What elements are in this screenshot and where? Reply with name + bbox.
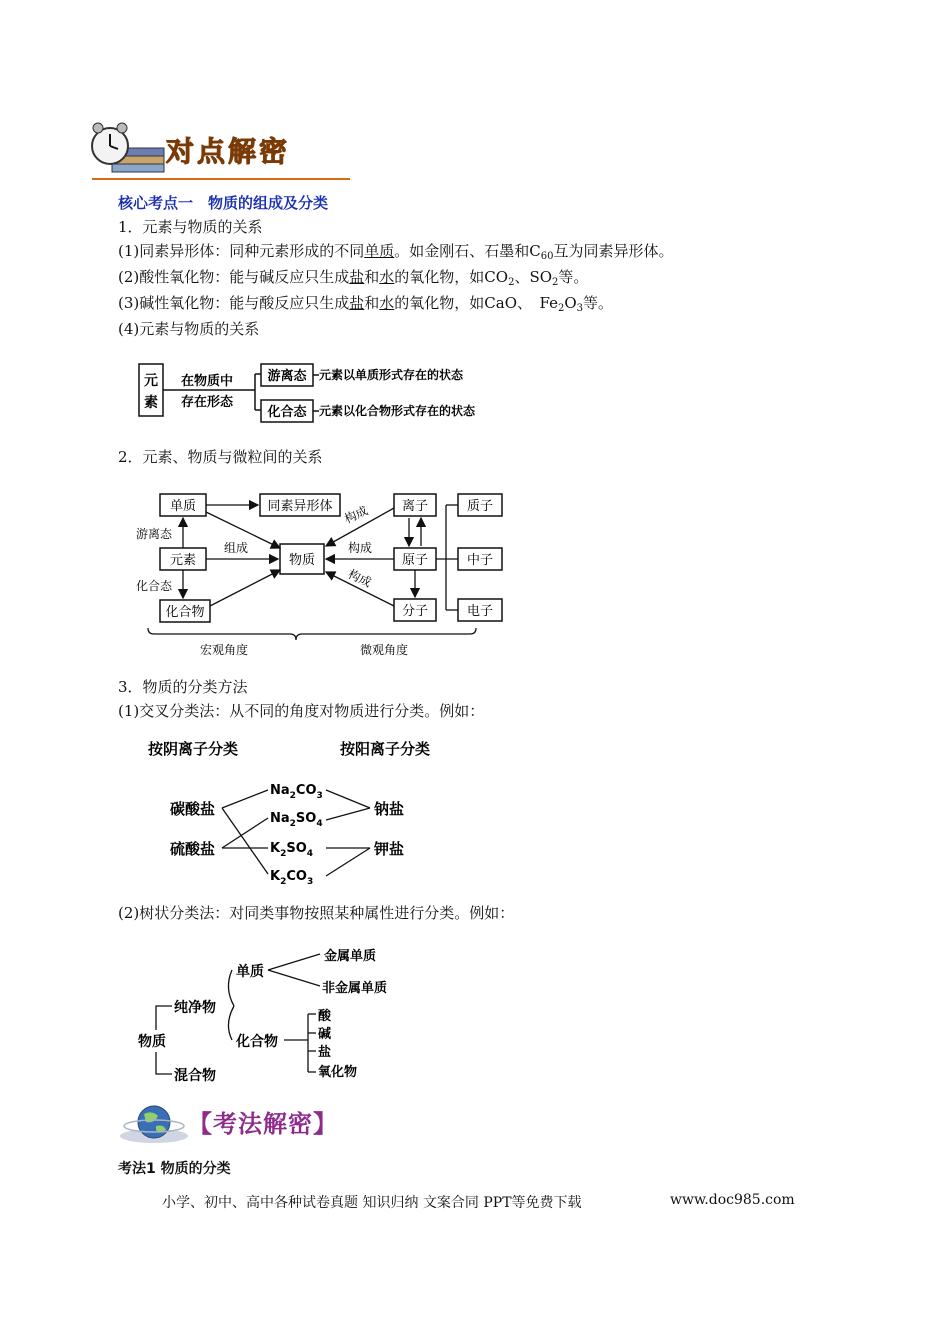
- kaofa-heading: 考法1 物质的分类: [118, 1161, 231, 1177]
- d4-yan: 盐: [318, 1045, 332, 1060]
- d4-hunhewu: 混合物: [174, 1068, 216, 1084]
- d4-jian: 碱: [318, 1027, 332, 1042]
- d1-desc2: 元素以化合物形式存在的状态: [319, 404, 476, 418]
- d1-desc1: 元素以单质形式存在的状态: [319, 368, 464, 382]
- d2-zucheng: 组成: [224, 541, 249, 555]
- d2-yuansu: 元素: [169, 553, 197, 568]
- d3-na2co3: $Na_2CO_3$: [270, 783, 323, 801]
- d3-tansuanyan: 碳酸盐: [170, 800, 216, 818]
- paragraph-7: 3．物质的分类方法: [118, 678, 248, 696]
- d2-fenzi: 分子: [401, 604, 429, 619]
- d4-jinshu: 金属单质: [324, 949, 377, 964]
- d2-wuzhi: 物质: [288, 553, 316, 568]
- d1-box2: 化合态: [267, 405, 307, 420]
- d2-huahe: 化合态: [136, 579, 173, 593]
- d1-mid2: 存在形态: [180, 395, 234, 410]
- d2-goucheng3: 构成: [345, 566, 374, 590]
- d4-chunjingwu: 纯净物: [174, 1000, 216, 1016]
- d3-jiayan: 钾盐: [374, 840, 405, 858]
- d1-box1: 游离态: [267, 369, 307, 384]
- paragraph-4: (3)碱性氧化物：能与酸反应只生成盐和水的氧化物，如CaO、 $Fe_2O_3$等。: [118, 294, 614, 314]
- d2-zhizi: 质子: [466, 499, 494, 514]
- d2-weiguan: 微观角度: [359, 643, 409, 657]
- d2-yuanzi: 原子: [401, 553, 429, 568]
- paragraph-2: (1)同素异形体：同种元素形成的不同单质。如金刚石、石墨和$C_{60}$互为同素异形体。: [118, 242, 674, 262]
- d3-k2co3: $K_2CO_3$: [270, 869, 314, 887]
- globe-icon: [118, 1100, 190, 1146]
- d2-huahewu: 化合物: [165, 605, 205, 620]
- d2-zhongzi: 中子: [466, 553, 494, 568]
- d4-suan: 酸: [318, 1009, 332, 1024]
- d2-dianzi: 电子: [466, 604, 494, 619]
- tree-classification-diagram: [132, 938, 422, 1088]
- d1-left1: 元: [144, 373, 158, 389]
- d4-danzhi: 单质: [236, 964, 264, 980]
- paragraph-8: (1)交叉分类法：从不同的角度对物质进行分类。例如：: [118, 702, 485, 720]
- d2-lizi: 离子: [401, 499, 429, 514]
- banner1-title: 对点解密: [166, 135, 291, 168]
- d2-goucheng1: 构成: [342, 503, 371, 527]
- d3-nayan: 钠盐: [374, 800, 405, 818]
- paragraph-6: 2．元素、物质与微粒间的关系: [118, 448, 323, 466]
- clock-books-icon: [86, 118, 166, 176]
- d4-wuzhi: 物质: [138, 1034, 166, 1050]
- d1-mid1: 在物质中: [180, 374, 234, 389]
- d3-k2so4: $K_2SO_4$: [270, 841, 314, 859]
- d4-huahewu: 化合物: [236, 1034, 278, 1050]
- banner-dui-dian-jie-mi: [86, 118, 346, 180]
- paragraph-9: (2)树状分类法：对同类事物按照某种属性进行分类。例如：: [118, 904, 515, 922]
- banner-kao-fa-jie-mi: [118, 1100, 358, 1146]
- element-particle-diagram: [118, 482, 538, 662]
- d3-liusuanyan: 硫酸盐: [170, 840, 216, 858]
- d4-yanghuawu: 氧化物: [318, 1065, 358, 1080]
- cross-classification-diagram: [140, 734, 470, 894]
- d4-feijinshu: 非金属单质: [322, 981, 388, 996]
- d3-head1: 按阴离子分类: [148, 740, 239, 758]
- section1-heading: 核心考点一 物质的组成及分类: [118, 194, 329, 212]
- element-state-diagram: [135, 358, 515, 426]
- d2-danzhi: 单质: [169, 499, 197, 514]
- banner1-underline: [92, 178, 350, 180]
- d1-left2: 素: [144, 395, 158, 411]
- d2-goucheng2: 构成: [348, 541, 373, 555]
- footer-text: 小学、初中、高中各种试卷真题 知识归纳 文案合同 PPT等免费下载: [162, 1195, 582, 1211]
- banner2-title: 【考法解密】: [188, 1110, 338, 1138]
- d2-youli: 游离态: [136, 527, 173, 541]
- footer-url[interactable]: www.doc985.com: [670, 1192, 795, 1208]
- paragraph-3: (2)酸性氧化物：能与碱反应只生成盐和水的氧化物，如$CO_2$、$SO_2$等。: [118, 268, 589, 288]
- paragraph-5: (4)元素与物质的关系: [118, 320, 260, 338]
- d3-head2: 按阳离子分类: [340, 740, 431, 758]
- paragraph-1: 1．元素与物质的关系: [118, 218, 263, 236]
- d2-hongguan: 宏观角度: [199, 643, 249, 657]
- d2-tongsu: 同素异形体: [267, 499, 333, 514]
- d3-na2so4: $Na_2SO_4$: [270, 811, 323, 829]
